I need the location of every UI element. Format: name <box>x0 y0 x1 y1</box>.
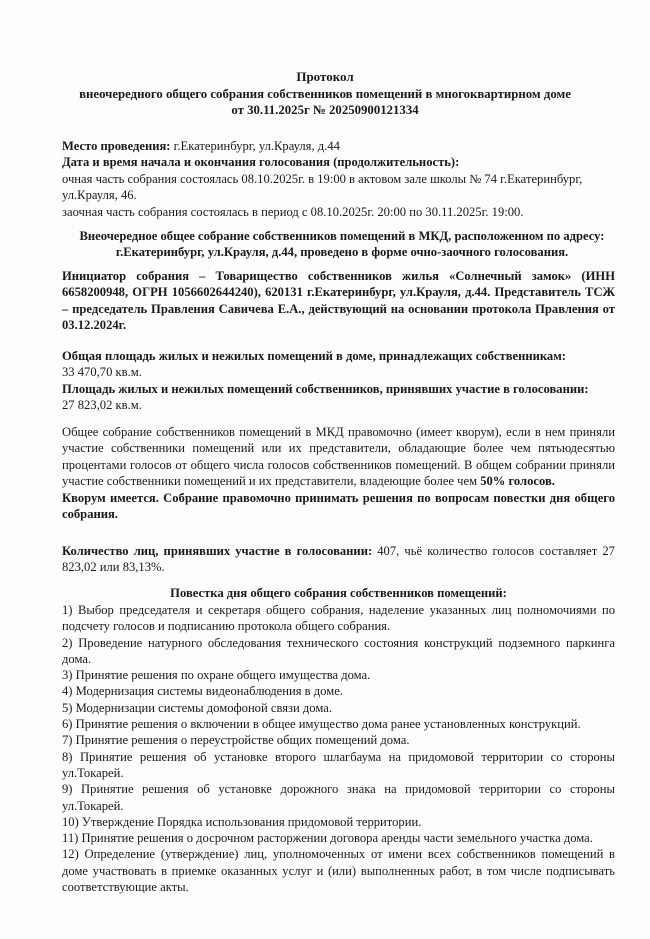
initiator-paragraph: Инициатор собрания – Товарищество собственников жилья «Солнечный замок» (ИНН 6658200948, ОГРН 1056602644240), 620131 г.Екатеринбург, ул.Крауля, д.44. Представитель ТСЖ – председатель Правления Савичева Е.А., действующий на основании протокола Правления от 03.12.2024г. <box>62 269 615 333</box>
quorum-percent: 50% голосов. <box>480 474 555 489</box>
doc-subtitle: внеочередного общего собрания собственников помещений в многоквартирном доме <box>79 87 571 101</box>
participants-label: Количество лиц, принявших участие в голосовании: <box>62 544 373 558</box>
timing-label: Дата и время начала и окончания голосования (продолжительность): <box>62 155 460 170</box>
place-section <box>62 138 615 220</box>
participants-value: 407, чьё количество голосов составляет 27 823,02 или 83,13%. <box>62 544 615 575</box>
agenda-item: 5) Модернизации системы домофоной связи дома. <box>62 700 332 715</box>
agenda-list <box>62 602 615 895</box>
agenda-item: 8) Принятие решения об установке второго шлагбаума на придомовой территории со стороны ул.Токарей. <box>62 749 615 780</box>
total-area-value: 33 470,70 кв.м. <box>62 365 142 380</box>
agenda-title: Повестка дня общего собрания собственников помещений: <box>170 586 507 600</box>
agenda-item: 4) Модернизация системы видеонаблюдения в доме. <box>62 684 343 699</box>
agenda-item: 3) Принятие решения по охране общего имущества дома. <box>62 668 371 683</box>
total-area-label: Общая площадь жилых и нежилых помещений в доме, принадлежащих собственникам: <box>62 349 566 363</box>
doc-title: Протокол <box>296 69 354 84</box>
agenda-item: 9) Принятие решения об установке дорожного знака на придомовой территории со стороны ул.Токарей. <box>62 782 615 813</box>
agenda-item: 12) Определение (утверждение) лиц, уполномоченных от имени всех собственников помещений в доме участвовать в приемке оказанных услуг и (или) выполненных работ, в том числе подписывать соответствующие акты. <box>62 847 615 895</box>
agenda-item: 1) Выбор председателя и секретаря общего собрания, наделение указанных лиц полномочиями по подсчету голосов и подписанию протокола общего собрания. <box>62 603 615 634</box>
voted-area-label: Площадь жилых и нежилых помещений собственников, принявших участие в голосовании: <box>62 381 589 396</box>
timing-in-person: очная часть собрания состоялась 08.10.2025г. в 19:00 в актовом зале школы № 74 г.Екатеринбург, ул.Крауля, 46. <box>62 171 583 203</box>
areas-section <box>62 348 615 414</box>
quorum-text: Общее собрание собственников помещений в МКД правомочно (имеет кворум), если в нем приняли участие собственники помещений или их представители, обладающие более чем пятьюдесятью процентами голосов от общего числа голосов собственников помещений. В общем собрании приняли участие собственники помещений и их представители, владеющие более чем <box>62 425 615 489</box>
place-value: г.Екатеринбург, ул.Крауля, д.44 <box>170 139 340 153</box>
agenda-item: 2) Проведение натурного обследования технического состояния конструкций подземного паркинга дома. <box>62 635 615 666</box>
doc-date-number: от 30.11.2025г № 20250900121334 <box>231 103 419 117</box>
form-statement: Внеочередное общее собрание собственников помещений в МКД, расположенном по адресу: г.Екатеринбург, ул.Крауля, д.44, проведено в форме очно-заочного голосования. <box>79 229 605 260</box>
agenda-item: 10) Утверждение Порядка использования придомовой территории. <box>62 814 422 829</box>
quorum-conclusion: Кворум имеется. Собрание правомочно принимать решения по вопросам повестки дня общего собрания. <box>62 490 615 522</box>
agenda-item: 11) Принятие решения о досрочном расторжении договора аренды части земельного участка дома. <box>62 831 593 846</box>
agenda-item: 7) Принятие решения о переустройстве общих помещений дома. <box>62 733 410 748</box>
voted-area-value: 27 823,02 кв.м. <box>62 398 142 413</box>
participants-section <box>62 543 615 576</box>
timing-remote: заочная часть собрания состоялась в период с 08.10.2025г. 20:00 по 30.11.2025г. 19:00. <box>62 204 524 219</box>
place-label: Место проведения: <box>62 139 171 153</box>
agenda-item: 6) Принятие решения о включении в общее имущество дома ранее установленных конструкций. <box>62 717 581 732</box>
quorum-section <box>62 424 615 522</box>
